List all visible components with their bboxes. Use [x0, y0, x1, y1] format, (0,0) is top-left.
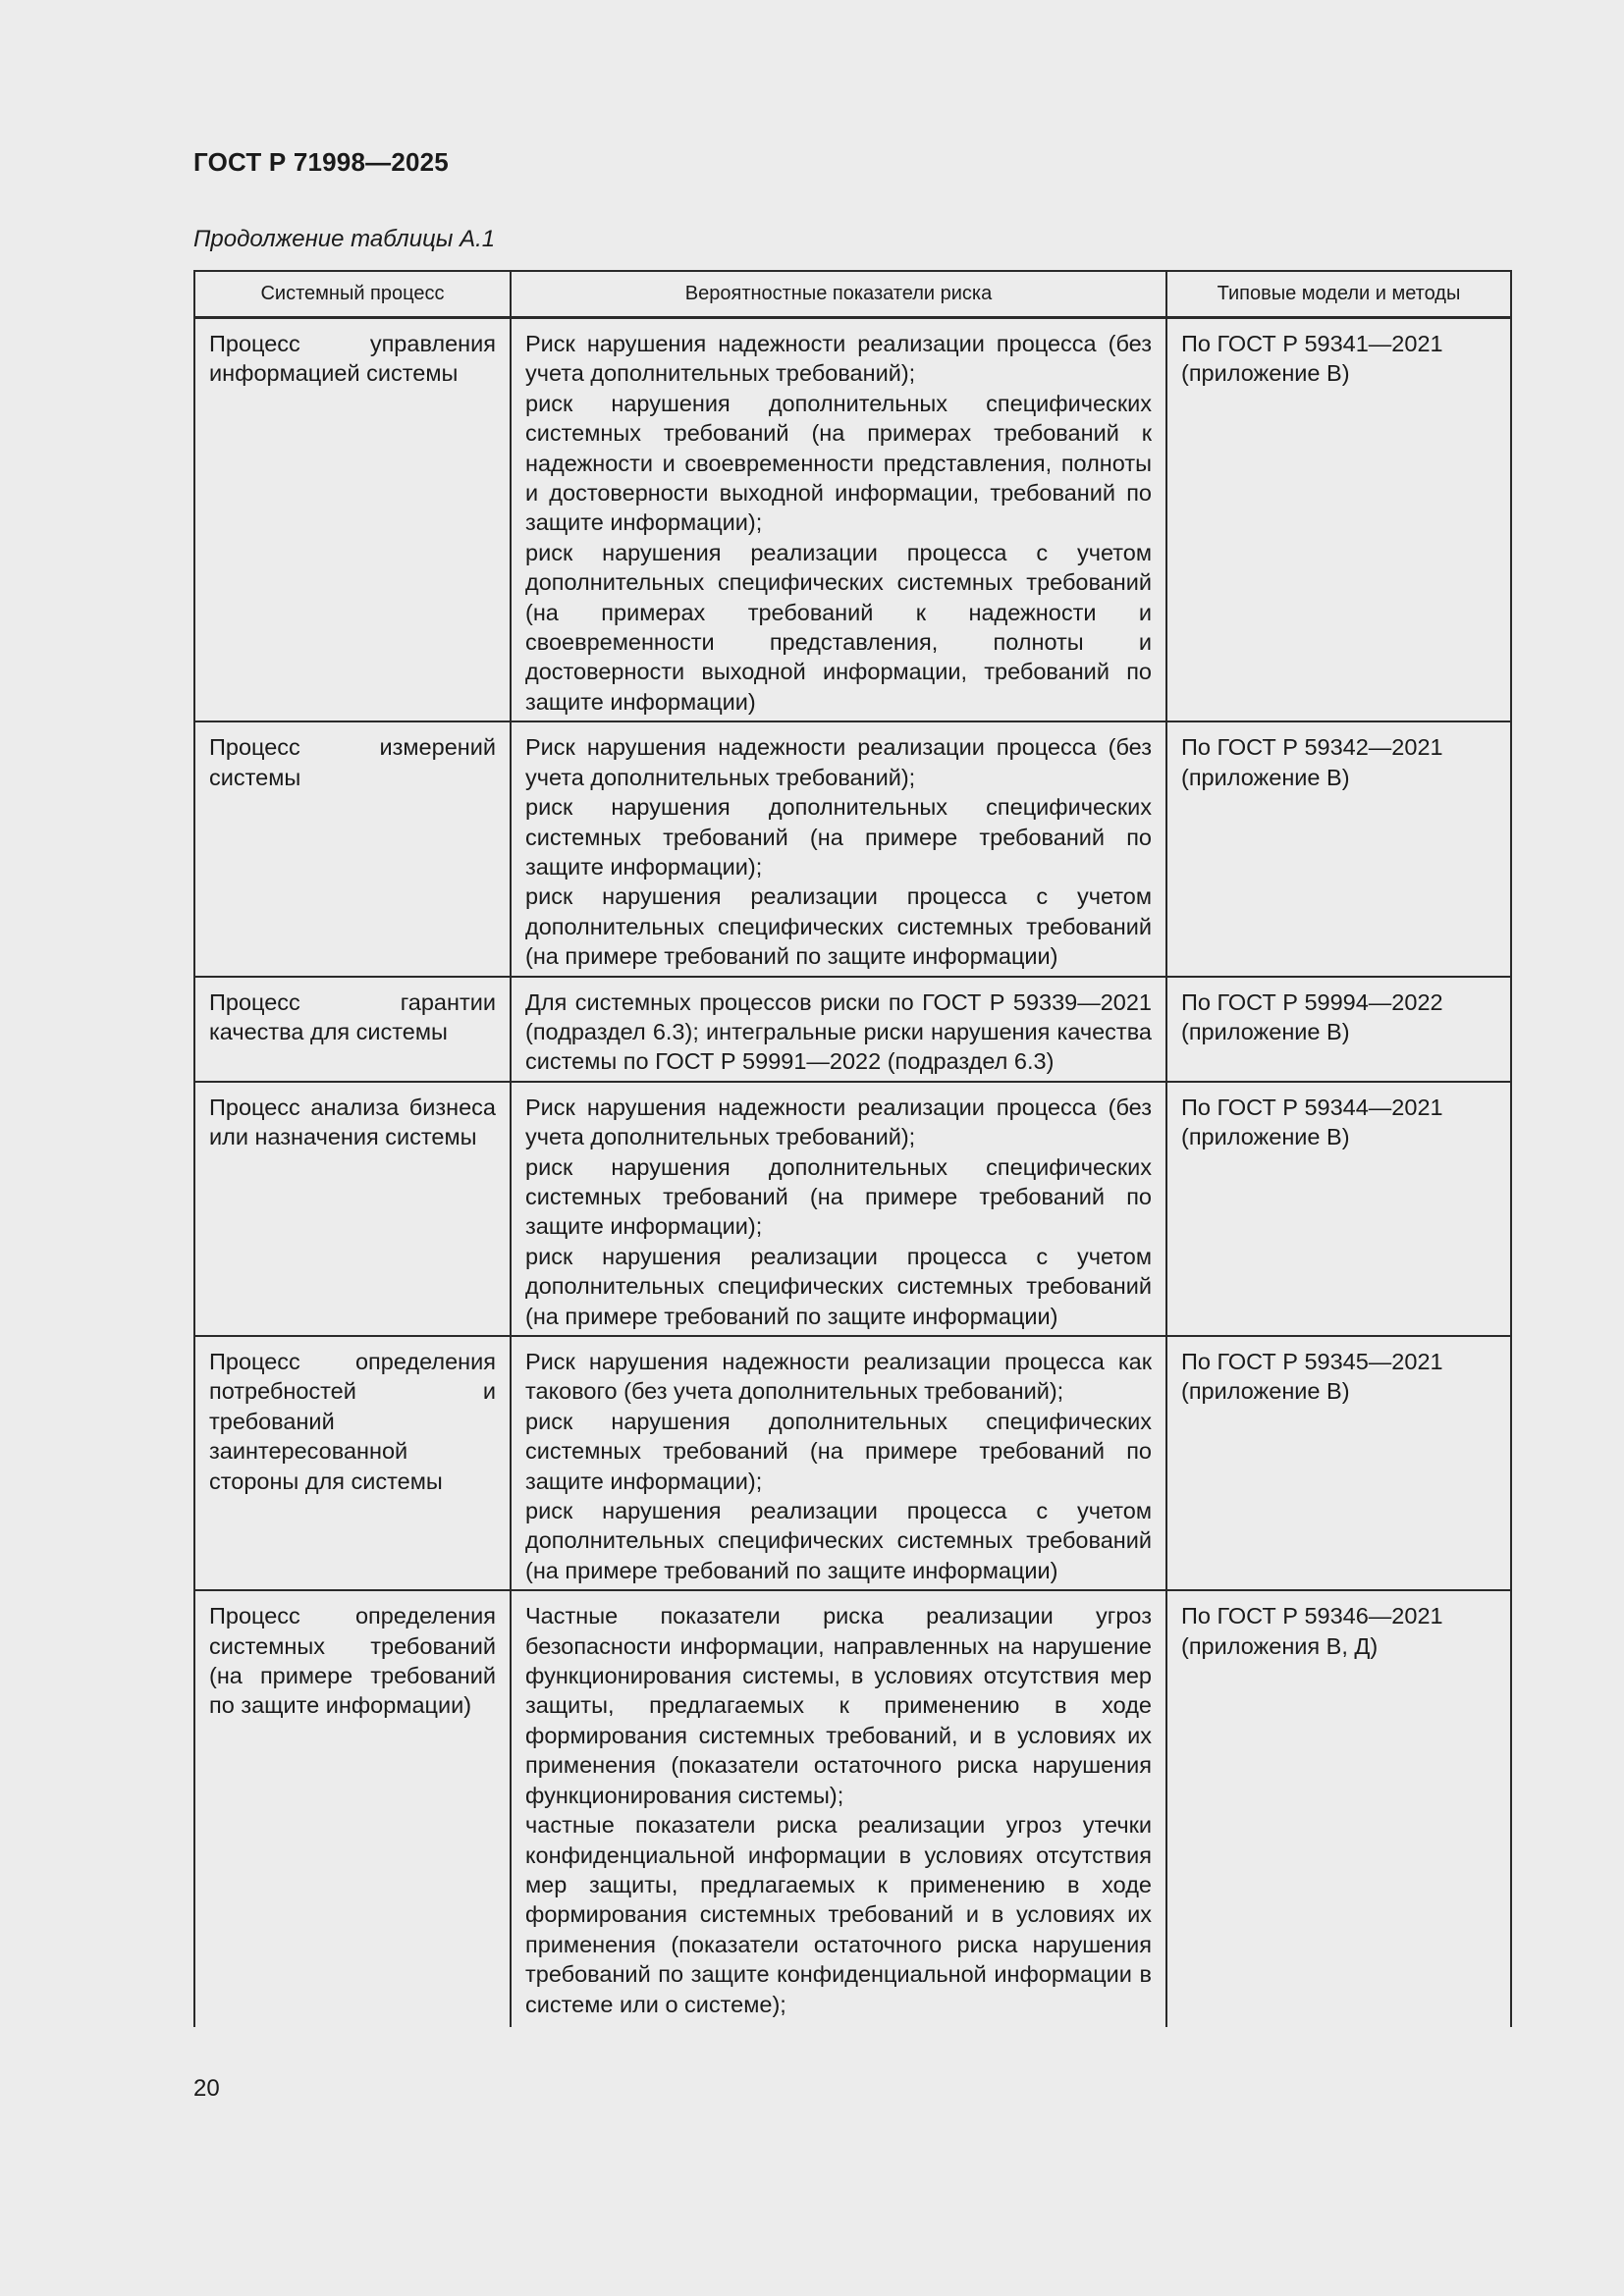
- cell-risks: [511, 1590, 1166, 2027]
- cell-risks: [511, 721, 1166, 976]
- cell-process: Процесс управления информацией системы: [194, 318, 511, 722]
- risk-paragraph: Риск нарушения надежности реализации процесса (без учета дополнительных требований);: [525, 734, 1152, 790]
- risk-paragraph: частные показатели риска реализации угроз утечки конфиденциальной информации в условиях отсутствия мер защиты, предлагаемых к применению в ходе формирования системных требований и в условиях их применения (показатели остаточного риска нарушения требований по защите конфиденциальной информации в системе или о системе);: [525, 1812, 1152, 2017]
- table-row: [194, 1082, 1511, 1336]
- cell-methods: По ГОСТ Р 59994—2022 (приложение В): [1166, 977, 1511, 1082]
- table-row: [194, 977, 1511, 1082]
- risk-paragraph: риск нарушения дополнительных специфических системных требований (на примерах требований к надежности и своевременности представления, полноты и достоверности выходной информации, требований по защите информации);: [525, 390, 1152, 536]
- table-row: [194, 721, 1511, 976]
- cell-process: Процесс измерений системы: [194, 721, 511, 976]
- risk-paragraph: риск нарушения дополнительных специфических системных требований (на примере требований по защите информации);: [525, 794, 1152, 880]
- cell-methods: По ГОСТ Р 59344—2021 (приложение В): [1166, 1082, 1511, 1336]
- column-header-risks: Вероятностные показатели риска: [511, 271, 1166, 318]
- risk-paragraph: риск нарушения дополнительных специфических системных требований (на примере требований по защите информации);: [525, 1408, 1152, 1494]
- risk-paragraph: Риск нарушения надежности реализации процесса (без учета дополнительных требований);: [525, 1094, 1152, 1150]
- column-header-process: Системный процесс: [194, 271, 511, 318]
- risk-paragraph: Риск нарушения надежности реализации процесса как такового (без учета дополнительных требований);: [525, 1349, 1152, 1405]
- table-row: [194, 1336, 1511, 1590]
- risk-paragraph: риск нарушения реализации процесса с учетом дополнительных специфических системных требований (на примере требований по защите информации): [525, 1498, 1152, 1583]
- cell-risks: [511, 1082, 1166, 1336]
- cell-risks: [511, 977, 1166, 1082]
- table-caption: Продолжение таблицы А.1: [193, 226, 496, 252]
- cell-methods: По ГОСТ Р 59342—2021 (приложение В): [1166, 721, 1511, 976]
- table-header-row: [194, 271, 1511, 318]
- risk-paragraph: Риск нарушения надежности реализации процесса (без учета дополнительных требований);: [525, 331, 1152, 387]
- risk-paragraph: Для системных процессов риски по ГОСТ Р 59339—2021 (подраздел 6.3); интегральные риски нарушения качества системы по ГОСТ Р 59991—2022 (подраздел 6.3): [525, 988, 1152, 1075]
- cell-process: Процесс определения потребностей и требований заинтересованной стороны для системы: [194, 1336, 511, 1590]
- table-row: [194, 318, 1511, 722]
- risk-paragraph: риск нарушения реализации процесса с учетом дополнительных специфических системных требований (на примерах требований к надежности и своевременности представления, полноты и достоверности выходной информации, требований по защите информации): [525, 539, 1152, 715]
- cell-methods: По ГОСТ Р 59346—2021 (приложения В, Д): [1166, 1590, 1511, 2027]
- risk-table: [193, 270, 1512, 2027]
- cell-risks: [511, 1336, 1166, 1590]
- cell-process: Процесс определения системных требований (на примере требований по защите информации): [194, 1590, 511, 2027]
- risk-paragraph: риск нарушения реализации процесса с учетом дополнительных специфических системных требований (на примере требований по защите информации): [525, 1243, 1152, 1329]
- table-row: [194, 1590, 1511, 2027]
- cell-process: Процесс анализа бизнеса или назначения системы: [194, 1082, 511, 1336]
- cell-risks: [511, 318, 1166, 722]
- risk-paragraph: Частные показатели риска реализации угроз безопасности информации, направленных на нарушение функционирования системы, в условиях отсутствия мер защиты, предлагаемых к применению в ходе формирования системных требований, и в условиях их применения (показатели остаточного риска нарушения функционирования системы);: [525, 1603, 1152, 1808]
- cell-methods: По ГОСТ Р 59341—2021 (приложение В): [1166, 318, 1511, 722]
- column-header-methods: Типовые модели и методы: [1166, 271, 1511, 318]
- risk-paragraph: риск нарушения дополнительных специфических системных требований (на примере требований по защите информации);: [525, 1153, 1152, 1240]
- cell-methods: По ГОСТ Р 59345—2021 (приложение В): [1166, 1336, 1511, 1590]
- cell-process: Процесс гарантии качества для системы: [194, 977, 511, 1082]
- page-number: 20: [193, 2075, 220, 2102]
- document-title: ГОСТ Р 71998—2025: [193, 147, 449, 177]
- risk-paragraph: риск нарушения реализации процесса с учетом дополнительных специфических системных требований (на примере требований по защите информации): [525, 883, 1152, 970]
- table-body: [194, 318, 1511, 2027]
